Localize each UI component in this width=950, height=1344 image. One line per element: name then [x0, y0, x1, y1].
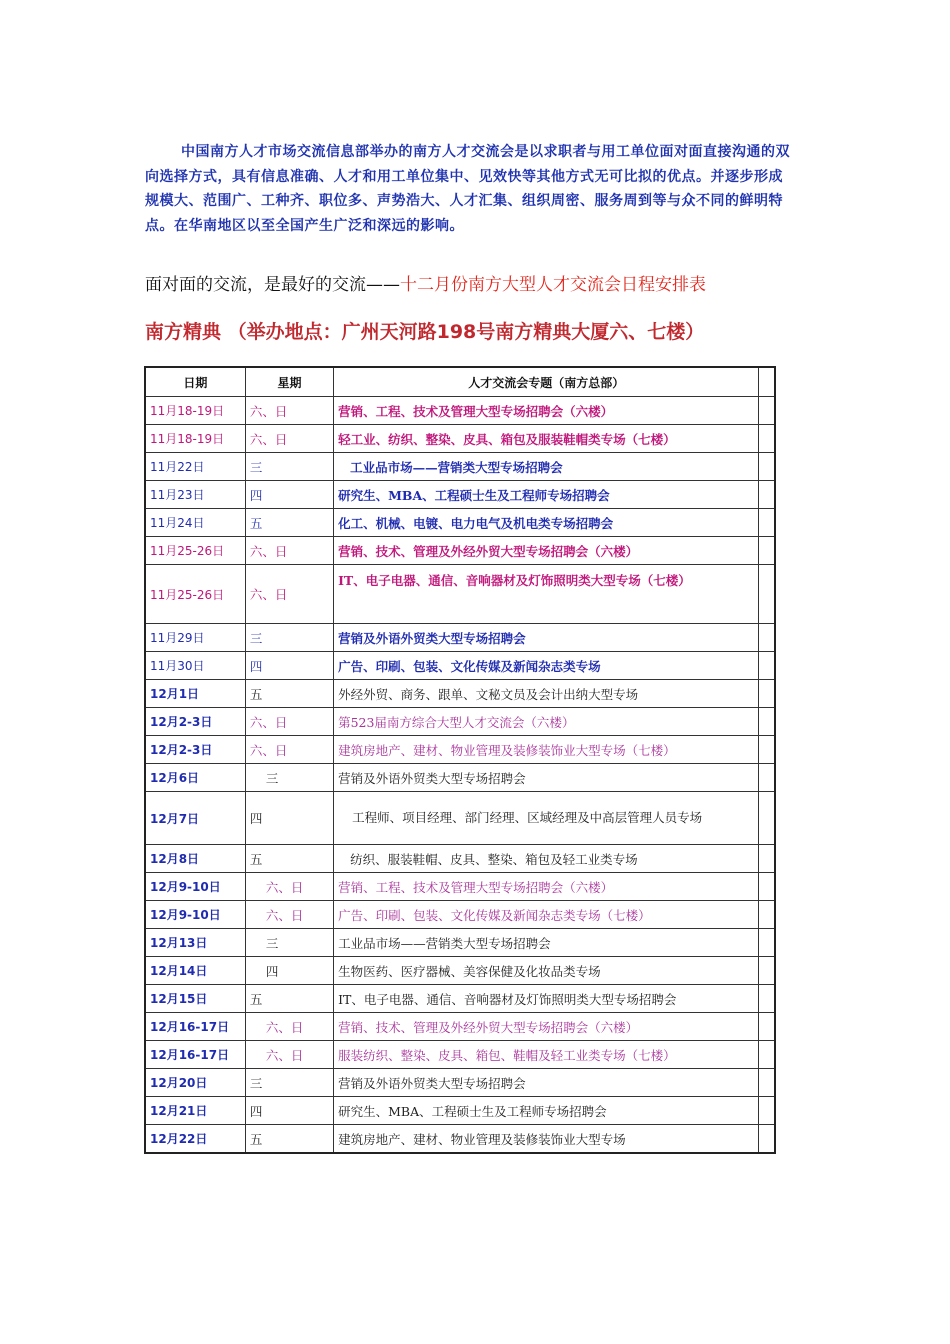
date-cell: 12月16-17日 — [145, 1013, 245, 1041]
weekday-cell: 六、日 — [245, 873, 333, 901]
table-row — [145, 1069, 775, 1097]
date-cell: 12月15日 — [145, 985, 245, 1013]
weekday-cell: 四 — [245, 652, 333, 680]
weekday-cell: 五 — [245, 845, 333, 873]
date-cell: 12月21日 — [145, 1097, 245, 1125]
topic-cell: 工业品市场——营销类大型专场招聘会 — [334, 453, 759, 481]
topic-cell: 营销、工程、技术及管理大型专场招聘会（六楼） — [334, 397, 759, 425]
spacer-cell — [759, 1013, 775, 1041]
weekday-cell: 四 — [245, 1097, 333, 1125]
weekday-cell: 三 — [245, 929, 333, 957]
schedule-headline — [145, 272, 706, 298]
table-row — [145, 957, 775, 985]
table-row — [145, 1041, 775, 1069]
spacer-cell — [759, 425, 775, 453]
table-row — [145, 1013, 775, 1041]
date-cell: 11月18-19日 — [145, 397, 245, 425]
date-cell: 12月9-10日 — [145, 901, 245, 929]
date-cell: 12月13日 — [145, 929, 245, 957]
topic-cell: IT、电子电器、通信、音响器材及灯饰照明类大型专场（七楼） — [334, 565, 759, 624]
header-topic: 人才交流会专题（南方总部） — [334, 367, 759, 397]
spacer-cell — [759, 957, 775, 985]
spacer-cell — [759, 397, 775, 425]
topic-cell: 建筑房地产、建材、物业管理及装修装饰业大型专场（七楼） — [334, 736, 759, 764]
weekday-cell: 六、日 — [245, 565, 333, 624]
spacer-cell — [759, 537, 775, 565]
spacer-cell — [759, 680, 775, 708]
date-cell: 11月25-26日 — [145, 537, 245, 565]
spacer-cell — [759, 845, 775, 873]
spacer-cell — [759, 708, 775, 736]
weekday-cell: 四 — [245, 957, 333, 985]
spacer-cell — [759, 873, 775, 901]
date-cell: 12月20日 — [145, 1069, 245, 1097]
spacer-cell — [759, 929, 775, 957]
date-cell: 11月22日 — [145, 453, 245, 481]
topic-cell: 营销及外语外贸类大型专场招聘会 — [334, 1069, 759, 1097]
weekday-cell: 六、日 — [245, 537, 333, 565]
spacer-cell — [759, 792, 775, 845]
weekday-cell: 六、日 — [245, 708, 333, 736]
date-cell: 12月1日 — [145, 680, 245, 708]
table-row — [145, 845, 775, 873]
table-row — [145, 901, 775, 929]
weekday-cell: 五 — [245, 680, 333, 708]
intro-paragraph: 中国南方人才市场交流信息部举办的南方人才交流会是以求职者与用工单位面对面直接沟通的双向选择方式，具有信息准确、人才和用工单位集中、见效快等其他方式无可比拟的优点。并逐步形成规模大、范围广、工种齐、职位多、声势浩大、人才汇集、组织周密、服务周到等与众不同的鲜明特点。在华南地区以至全国产生广泛和深远的影响。 — [145, 144, 790, 234]
topic-cell: 化工、机械、电镀、电力电气及机电类专场招聘会 — [334, 509, 759, 537]
date-cell: 11月29日 — [145, 624, 245, 652]
table-row — [145, 509, 775, 537]
table-row — [145, 792, 775, 845]
topic-cell: 营销及外语外贸类大型专场招聘会 — [334, 764, 759, 792]
topic-cell: 建筑房地产、建材、物业管理及装修装饰业大型专场 — [334, 1125, 759, 1154]
date-cell: 11月25-26日 — [145, 565, 245, 624]
date-cell: 12月2-3日 — [145, 708, 245, 736]
table-row — [145, 1125, 775, 1154]
spacer-cell — [759, 985, 775, 1013]
table-header-row — [145, 367, 775, 397]
table-row — [145, 624, 775, 652]
table-row — [145, 680, 775, 708]
topic-cell: 轻工业、纺织、整染、皮具、箱包及服装鞋帽类专场（七楼） — [334, 425, 759, 453]
topic-cell: 工程师、项目经理、部门经理、区域经理及中高层管理人员专场 — [334, 792, 759, 845]
weekday-cell: 六、日 — [245, 1041, 333, 1069]
weekday-cell: 三 — [245, 1069, 333, 1097]
spacer-cell — [759, 453, 775, 481]
date-cell: 12月8日 — [145, 845, 245, 873]
date-cell: 11月24日 — [145, 509, 245, 537]
table-row — [145, 764, 775, 792]
table-row — [145, 985, 775, 1013]
table-row — [145, 453, 775, 481]
spacer-cell — [759, 901, 775, 929]
date-cell: 12月7日 — [145, 792, 245, 845]
date-cell: 11月30日 — [145, 652, 245, 680]
weekday-cell: 六、日 — [245, 736, 333, 764]
header-spacer — [759, 367, 775, 397]
date-cell: 11月18-19日 — [145, 425, 245, 453]
table-row — [145, 736, 775, 764]
topic-cell: 研究生、MBA、工程硕士生及工程师专场招聘会 — [334, 481, 759, 509]
topic-cell: 广告、印刷、包装、文化传媒及新闻杂志类专场 — [334, 652, 759, 680]
weekday-cell: 三 — [245, 453, 333, 481]
topic-cell: 营销、技术、管理及外经外贸大型专场招聘会（六楼） — [334, 1013, 759, 1041]
topic-cell: 生物医药、医疗器械、美容保健及化妆品类专场 — [334, 957, 759, 985]
weekday-cell: 六、日 — [245, 425, 333, 453]
headline-highlight: 十二月份南方大型人才交流会日程安排表 — [400, 275, 706, 295]
table-row — [145, 425, 775, 453]
weekday-cell: 五 — [245, 985, 333, 1013]
weekday-cell: 五 — [245, 509, 333, 537]
table-row — [145, 929, 775, 957]
table-row — [145, 652, 775, 680]
date-cell: 12月2-3日 — [145, 736, 245, 764]
weekday-cell: 四 — [245, 481, 333, 509]
topic-cell: 广告、印刷、包装、文化传媒及新闻杂志类专场（七楼） — [334, 901, 759, 929]
date-cell: 12月6日 — [145, 764, 245, 792]
spacer-cell — [759, 1041, 775, 1069]
date-cell: 12月9-10日 — [145, 873, 245, 901]
header-date: 日期 — [145, 367, 245, 397]
date-cell: 11月23日 — [145, 481, 245, 509]
spacer-cell — [759, 1097, 775, 1125]
topic-cell: 服装纺织、整染、皮具、箱包、鞋帽及轻工业类专场（七楼） — [334, 1041, 759, 1069]
spacer-cell — [759, 509, 775, 537]
weekday-cell: 六、日 — [245, 397, 333, 425]
table-row — [145, 708, 775, 736]
topic-cell: 第523届南方综合大型人才交流会（六楼） — [334, 708, 759, 736]
weekday-cell: 六、日 — [245, 1013, 333, 1041]
topic-cell: 外经外贸、商务、跟单、文秘文员及会计出纳大型专场 — [334, 680, 759, 708]
header-weekday: 星期 — [245, 367, 333, 397]
table-row — [145, 873, 775, 901]
schedule-table — [144, 366, 776, 1154]
topic-cell: 营销、技术、管理及外经外贸大型专场招聘会（六楼） — [334, 537, 759, 565]
weekday-cell: 五 — [245, 1125, 333, 1154]
topic-cell: 研究生、MBA、工程硕士生及工程师专场招聘会 — [334, 1097, 759, 1125]
spacer-cell — [759, 764, 775, 792]
spacer-cell — [759, 624, 775, 652]
table-row — [145, 481, 775, 509]
date-cell: 12月16-17日 — [145, 1041, 245, 1069]
topic-cell: 营销及外语外贸类大型专场招聘会 — [334, 624, 759, 652]
weekday-cell: 六、日 — [245, 901, 333, 929]
spacer-cell — [759, 1125, 775, 1154]
spacer-cell — [759, 1069, 775, 1097]
headline-prefix: 面对面的交流，是最好的交流—— — [145, 275, 400, 295]
table-row — [145, 1097, 775, 1125]
weekday-cell: 四 — [245, 792, 333, 845]
date-cell: 12月14日 — [145, 957, 245, 985]
table-row — [145, 537, 775, 565]
spacer-cell — [759, 481, 775, 509]
topic-cell: 纺织、服装鞋帽、皮具、整染、箱包及轻工业类专场 — [334, 845, 759, 873]
table-row — [145, 565, 775, 624]
topic-cell: 工业品市场——营销类大型专场招聘会 — [334, 929, 759, 957]
date-cell: 12月22日 — [145, 1125, 245, 1154]
venue-heading: 南方精典 （举办地点：广州天河路198号南方精典大厦六、七楼） — [145, 321, 705, 343]
weekday-cell: 三 — [245, 764, 333, 792]
weekday-cell: 三 — [245, 624, 333, 652]
topic-cell: 营销、工程、技术及管理大型专场招聘会（六楼） — [334, 873, 759, 901]
topic-cell: IT、电子电器、通信、音响器材及灯饰照明类大型专场招聘会 — [334, 985, 759, 1013]
spacer-cell — [759, 652, 775, 680]
spacer-cell — [759, 736, 775, 764]
spacer-cell — [759, 565, 775, 624]
table-row — [145, 397, 775, 425]
